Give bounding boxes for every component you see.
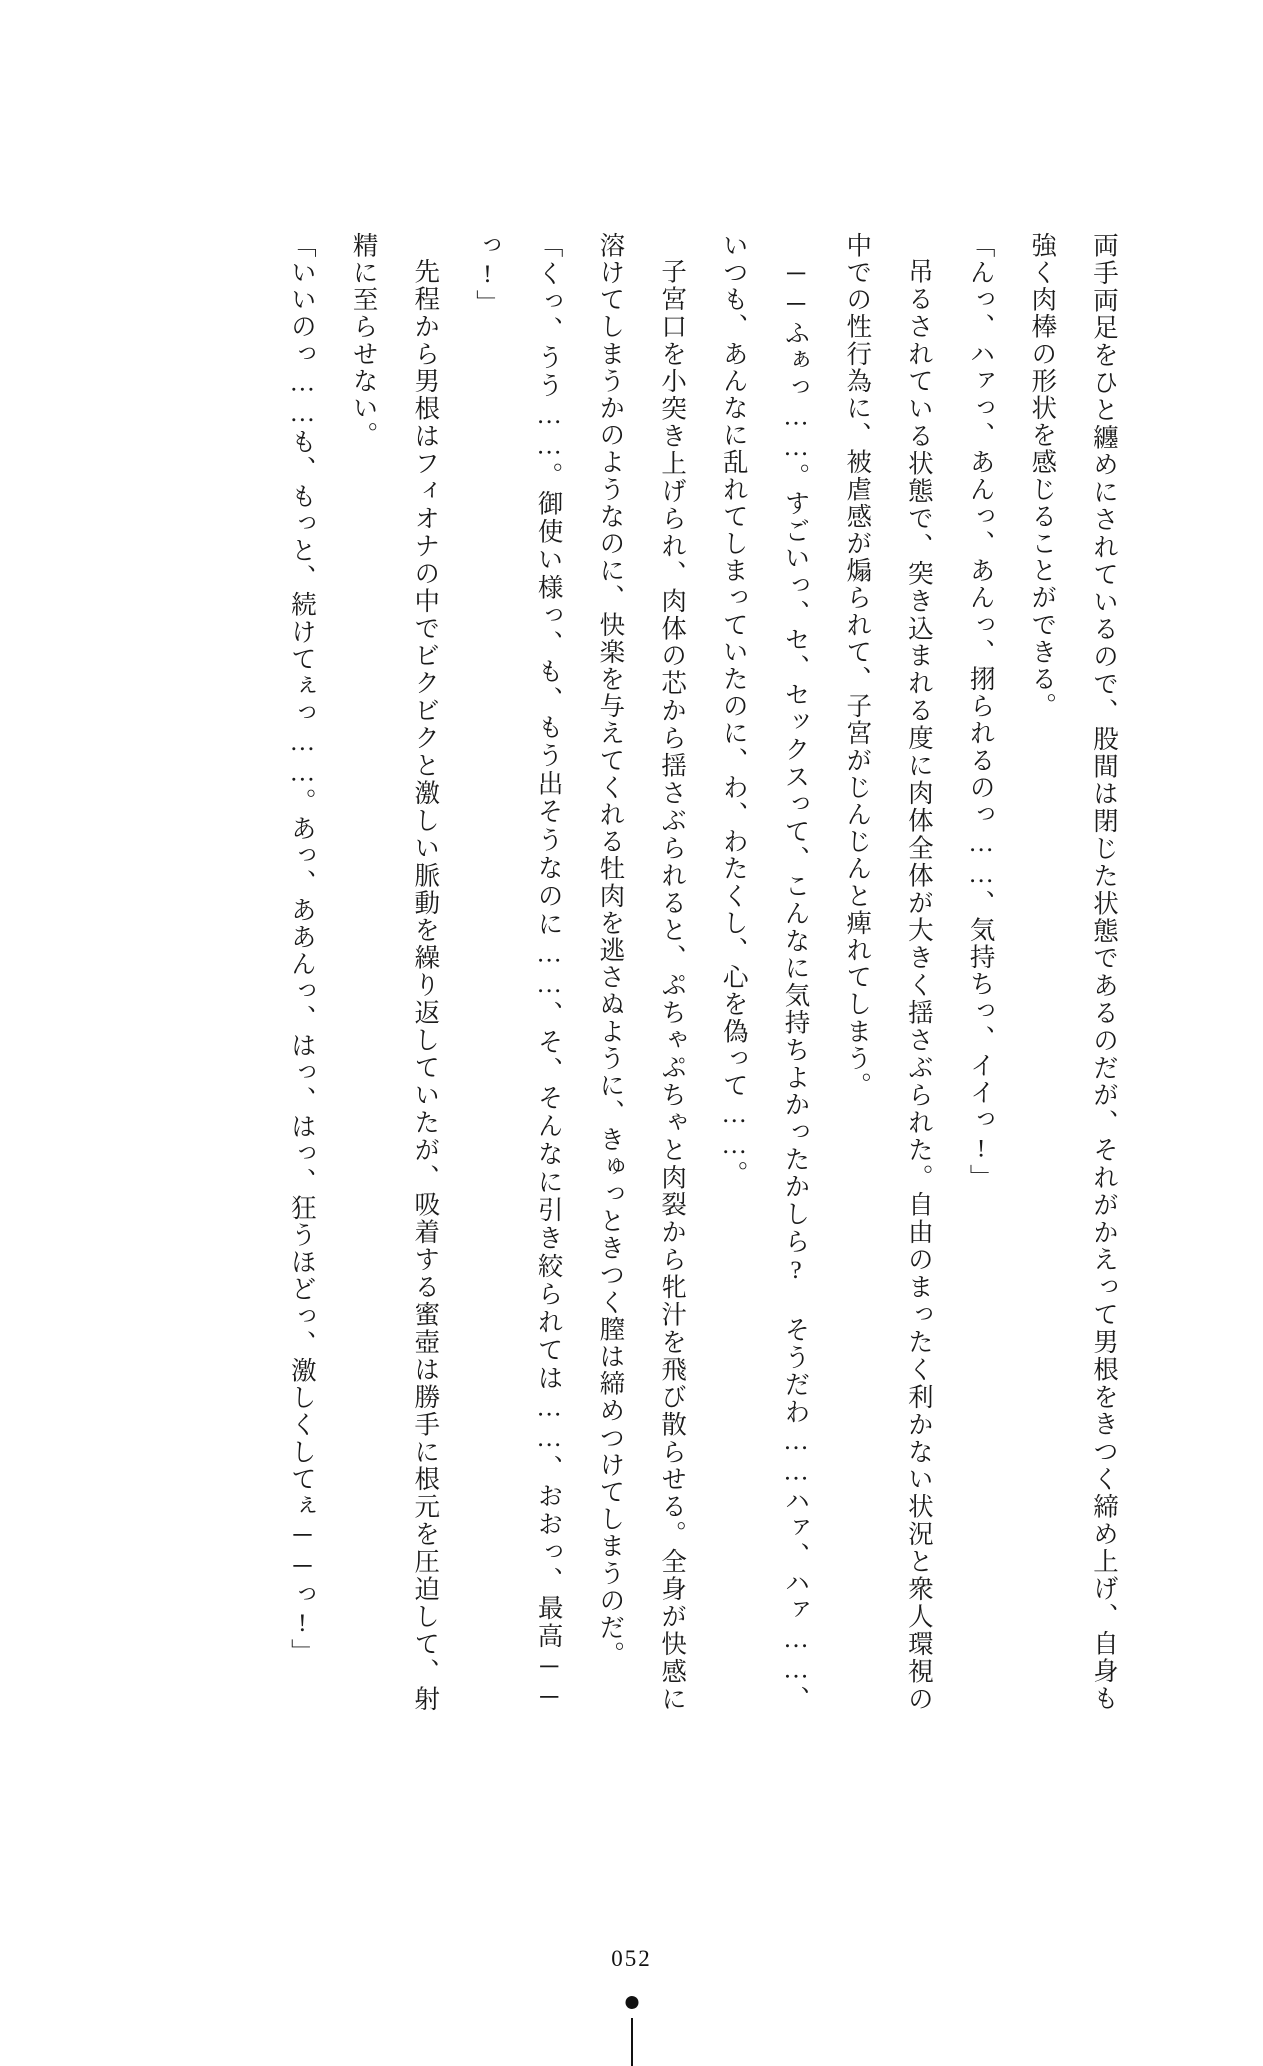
paragraph: 「んっ、ハァっ、あんっ、あんっ、挧られるのっ……、気持ちっ、イイっ!」 xyxy=(966,232,996,1191)
paragraph: 吊るされている状態で、突き込まれる度に肉体全体が大きく揺さぶられた。自由のまったく利かない状況と衆人環視の中での性行為に、被虐感が煽られて、子宮がじんじんと痺れてしまう。 xyxy=(843,232,934,1712)
paragraph: 「くっ、うう……。御使い様っ、も、もう出そうなのに……、そ、そんなに引き絞られては……、おおっ、最高──っ!」 xyxy=(472,232,564,1712)
footer-dot-icon xyxy=(625,1996,638,2009)
page-number: 052 xyxy=(611,1946,652,1971)
footer-rule xyxy=(631,2018,633,2066)
paragraph: 「いいのっ……も、もっと、続けてぇっ……。あっ、ああんっ、はっ、はっ、狂うほどっ、激しくしてぇ──っ!」 xyxy=(287,232,317,1666)
paragraph: 子宮口を小突き上げられ、肉体の芯から揺さぶられると、ぷちゃぷちゃと肉裂から牝汁を飛び散らせる。全身が快感に溶けてしまうかのようなのに、快楽を与えてくれる牡肉を逃さぬように、きゅっときつく膣は締めつけてしまうのだ。 xyxy=(596,232,688,1712)
paragraph: 両手両足をひと纏めにされているので、股間は閉じた状態であるのだが、それがかえって男根をきつく締め上げ、自身も強く肉棒の形状を感じることができる。 xyxy=(1028,232,1119,1712)
paragraph: 先程から男根はフィオナの中でビクビクと激しい脈動を繰り返していたが、吸着する蜜壺は勝手に根元を圧迫して、射精に至らせない。 xyxy=(349,232,441,1712)
paragraph: ──ふぁっ……。すごいっ、セ、セックスって、こんなに気持ちよかったかしら? そうだわ……ハァ、ハァ……、いつも、あんなに乱れてしまっていたのに、わ、わたくし、心を偽って……。 xyxy=(719,232,811,1712)
footer-ornament xyxy=(622,1996,642,2066)
page-text-body xyxy=(255,232,1135,1712)
